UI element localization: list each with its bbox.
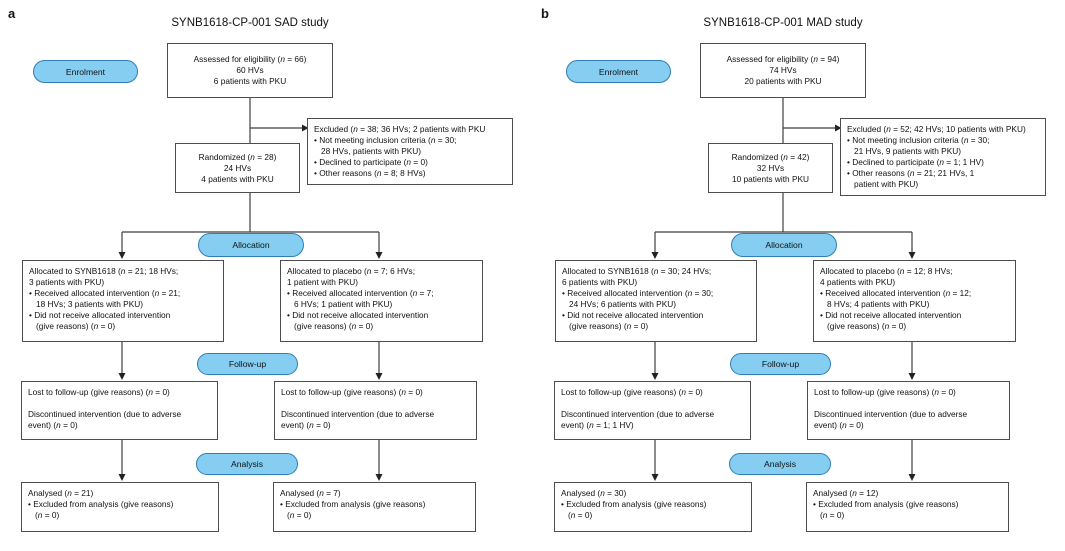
box-line xyxy=(561,398,744,409)
box-line: Randomized (n = 42) xyxy=(731,151,810,162)
arrowhead-analysis-right xyxy=(376,474,383,481)
study-title: SYNB1618-CP-001 MAD study xyxy=(703,17,863,29)
box-line: Discontinued intervention (due to adverse xyxy=(28,409,182,419)
box-line xyxy=(814,398,1003,409)
box-line: Randomized (n = 28) xyxy=(198,151,277,162)
arrowhead-followup-right xyxy=(376,373,383,380)
allocation-stage-pill: Allocation xyxy=(731,233,837,257)
followup-stage-pill: Follow-up xyxy=(730,353,831,375)
box-line: Lost to follow-up (give reasons) (n = 0) xyxy=(281,387,423,397)
box-line: 20 patients with PKU xyxy=(744,76,822,86)
box-line: event) (n = 0) xyxy=(814,420,864,430)
box-line: event) (n = 0) xyxy=(28,420,78,430)
box-line: • Did not receive allocated intervention xyxy=(287,310,429,320)
assessed-box xyxy=(167,43,333,98)
box-line: • Excluded from analysis (give reasons) xyxy=(561,499,707,509)
box-line: 1 patient with PKU) xyxy=(287,277,359,287)
assessed-box xyxy=(700,43,866,98)
box-line: 6 patients with PKU xyxy=(213,76,287,86)
arrowhead-followup-left xyxy=(119,373,126,380)
allocated-placebo-box xyxy=(280,260,483,342)
box-line: 4 patients with PKU xyxy=(201,173,274,184)
box-line: 32 HVs xyxy=(756,162,785,173)
followup-stage-pill: Follow-up xyxy=(197,353,298,375)
box-line: (give reasons) (n = 0) xyxy=(294,321,374,331)
box-line: • Other reasons (n = 8; 8 HVs) xyxy=(314,168,426,178)
analysis-intervention-box xyxy=(21,482,219,532)
followup-intervention-box xyxy=(21,381,218,440)
box-line: 28 HVs, patients with PKU) xyxy=(321,146,422,156)
box-line: Analysed (n = 21) xyxy=(28,488,94,498)
box-line: (n = 0) xyxy=(35,510,60,520)
box-line: • Excluded from analysis (give reasons) xyxy=(280,499,426,509)
box-line: • Did not receive allocated intervention xyxy=(29,310,171,320)
analysis-stage-pill: Analysis xyxy=(196,453,298,475)
followup-placebo-box xyxy=(274,381,477,440)
box-line: • Received allocated intervention (n = 12; xyxy=(820,288,972,298)
box-line: • Did not receive allocated intervention xyxy=(562,310,704,320)
box-line: • Received allocated intervention (n = 30; xyxy=(562,288,714,298)
box-line: • Not meeting inclusion criteria (n = 30; xyxy=(847,135,990,145)
box-line: • Declined to participate (n = 0) xyxy=(314,157,428,167)
box-line: Discontinued intervention (due to adverse xyxy=(561,409,715,419)
box-line: (give reasons) (n = 0) xyxy=(827,321,907,331)
analysis-intervention-box xyxy=(554,482,752,532)
box-line: patient with PKU) xyxy=(854,179,919,189)
box-line: Allocated to SYNB1618 (n = 30; 24 HVs; xyxy=(562,266,712,276)
box-line: • Not meeting inclusion criteria (n = 30; xyxy=(314,135,457,145)
analysis-placebo-box xyxy=(273,482,476,532)
box-line: 10 patients with PKU xyxy=(731,173,810,184)
followup-placebo-box xyxy=(807,381,1010,440)
study-title: SYNB1618-CP-001 SAD study xyxy=(171,17,329,29)
box-line: • Received allocated intervention (n = 7; xyxy=(287,288,434,298)
box-line xyxy=(28,398,211,409)
box-line: 18 HVs; 3 patients with PKU) xyxy=(36,299,143,309)
box-line: 8 HVs; 4 patients with PKU) xyxy=(827,299,930,309)
box-line: Assessed for eligibility (n = 66) xyxy=(193,54,307,64)
box-line: Excluded (n = 38; 36 HVs; 2 patients with PKU xyxy=(314,124,486,134)
box-line xyxy=(281,398,470,409)
box-line: Discontinued intervention (due to adverse xyxy=(814,409,968,419)
arrowhead-followup-right xyxy=(909,373,916,380)
box-line: 6 HVs; 1 patient with PKU) xyxy=(294,299,393,309)
randomized-box xyxy=(708,143,833,193)
box-line: Allocated to placebo (n = 12; 8 HVs; xyxy=(820,266,953,276)
box-line: (n = 0) xyxy=(568,510,593,520)
box-line: Allocated to SYNB1618 (n = 21; 18 HVs; xyxy=(29,266,179,276)
box-line: 24 HVs xyxy=(223,162,252,173)
arrowhead-followup-left xyxy=(652,373,659,380)
followup-intervention-box xyxy=(554,381,751,440)
box-line: (n = 0) xyxy=(820,510,845,520)
enrolment-stage-pill: Enrolment xyxy=(33,60,138,83)
box-line: Lost to follow-up (give reasons) (n = 0) xyxy=(814,387,956,397)
panel-label: b xyxy=(541,6,549,21)
box-line: 4 patients with PKU) xyxy=(820,277,896,287)
box-line: 6 patients with PKU) xyxy=(562,277,638,287)
excluded-box xyxy=(840,118,1046,196)
box-line: Discontinued intervention (due to adverse xyxy=(281,409,435,419)
box-line: Allocated to placebo (n = 7; 6 HVs; xyxy=(287,266,416,276)
box-line: (give reasons) (n = 0) xyxy=(569,321,649,331)
panel-b xyxy=(533,0,1065,551)
box-line: Assessed for eligibility (n = 94) xyxy=(726,54,840,64)
arrowhead-alloc-right xyxy=(909,252,916,259)
box-line: Analysed (n = 12) xyxy=(813,488,879,498)
panel-a xyxy=(0,0,532,551)
box-line: Excluded (n = 52; 42 HVs; 10 patients with PKU) xyxy=(847,124,1026,134)
box-line: • Other reasons (n = 21; 21 HVs, 1 xyxy=(847,168,975,178)
box-line: 21 HVs, 9 patients with PKU) xyxy=(854,146,961,156)
arrowhead-analysis-left xyxy=(119,474,126,481)
box-line: event) (n = 0) xyxy=(281,420,331,430)
box-line: • Declined to participate (n = 1; 1 HV) xyxy=(847,157,984,167)
box-line: 3 patients with PKU) xyxy=(29,277,105,287)
analysis-stage-pill: Analysis xyxy=(729,453,831,475)
box-line: • Excluded from analysis (give reasons) xyxy=(813,499,959,509)
enrolment-stage-pill: Enrolment xyxy=(566,60,671,83)
box-line: Lost to follow-up (give reasons) (n = 0) xyxy=(28,387,170,397)
arrowhead-alloc-left xyxy=(652,252,659,259)
box-line: • Received allocated intervention (n = 21; xyxy=(29,288,181,298)
box-line: • Excluded from analysis (give reasons) xyxy=(28,499,174,509)
box-line: (give reasons) (n = 0) xyxy=(36,321,116,331)
arrowhead-analysis-right xyxy=(909,474,916,481)
box-line: 60 HVs xyxy=(236,65,264,75)
box-line: event) (n = 1; 1 HV) xyxy=(561,420,634,430)
analysis-placebo-box xyxy=(806,482,1009,532)
box-line: 24 HVs; 6 patients with PKU) xyxy=(569,299,676,309)
box-line: (n = 0) xyxy=(287,510,312,520)
allocated-placebo-box xyxy=(813,260,1016,342)
box-line: Lost to follow-up (give reasons) (n = 0) xyxy=(561,387,703,397)
box-line: 74 HVs xyxy=(769,65,797,75)
allocated-intervention-box xyxy=(555,260,757,342)
excluded-box xyxy=(307,118,513,185)
allocated-intervention-box xyxy=(22,260,224,342)
box-line: Analysed (n = 30) xyxy=(561,488,627,498)
arrowhead-analysis-left xyxy=(652,474,659,481)
box-line: Analysed (n = 7) xyxy=(280,488,341,498)
randomized-box xyxy=(175,143,300,193)
panel-label: a xyxy=(8,6,16,21)
allocation-stage-pill: Allocation xyxy=(198,233,304,257)
box-line: • Did not receive allocated intervention xyxy=(820,310,962,320)
arrowhead-alloc-left xyxy=(119,252,126,259)
arrowhead-alloc-right xyxy=(376,252,383,259)
